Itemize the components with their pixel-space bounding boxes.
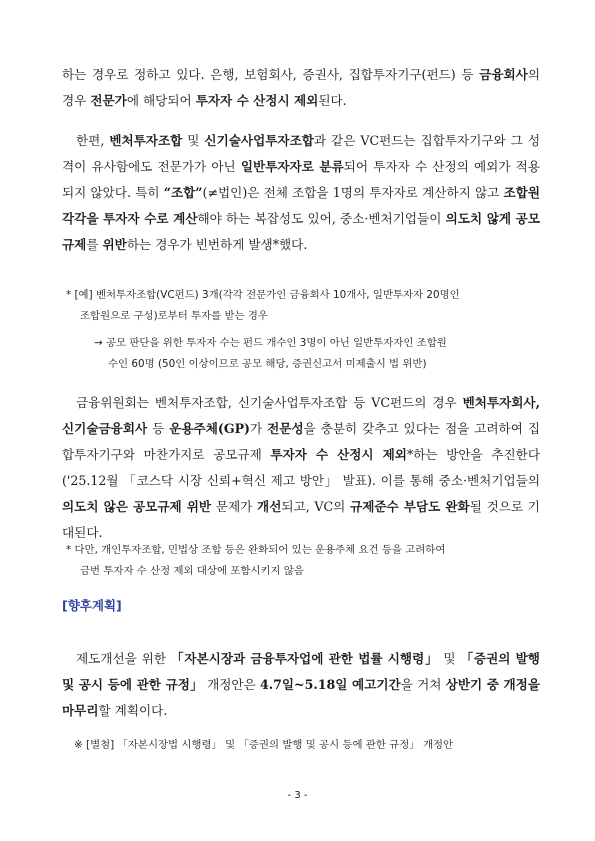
bold-text: 상반기 중 개정을 마무리 [62, 677, 541, 718]
bold-text: 의도치 않게 공모규제 [62, 211, 540, 252]
text: 등 [147, 421, 170, 436]
text: (≠법인)은 전체 조합을 1명의 투자자로 계산하지 않고 [202, 185, 504, 200]
bold-text: “조합” [163, 185, 203, 200]
footnote-exception-line2: 금번 투자자 수 산정 제외 대상에 포함시키지 않음 [80, 565, 304, 577]
paragraph-fsc-plan [62, 390, 540, 546]
text: 될 것으로 기대된다. [62, 499, 540, 540]
section-heading-future-plan: [향후계획] [62, 598, 122, 613]
text: 를 [86, 237, 103, 252]
bold-text: 의도치 않은 공모규제 위반 [62, 499, 212, 514]
bold-text: 투자자 수 산정시 제외 [195, 93, 319, 108]
text: 할 계획이다. [98, 703, 168, 718]
paragraph-financial-institutions [62, 62, 540, 114]
bold-text: 조합원 각각을 투자자 수로 계산 [62, 185, 540, 226]
text: 에 해당되어 [126, 93, 196, 108]
text: 개정안은 [202, 677, 260, 692]
bold-text: 「증권의 발행 및 공시 등에 관한 규정」 [62, 651, 540, 692]
bold-text: 전문성 [267, 421, 304, 436]
text: 되고, VC의 [281, 499, 351, 514]
bold-text: 전문가 [90, 93, 127, 108]
bold-text: 「자본시장과 금융투자업에 관한 법률 시행령」 [170, 651, 439, 666]
text: 하는 경우가 빈번하게 발생*했다. [126, 237, 308, 252]
bold-text: 금융회사 [479, 67, 528, 82]
bold-text: 4.7일~5.18일 예고기간 [259, 677, 401, 692]
paragraph-vc-funds [62, 128, 540, 258]
footnote-example-line3: → 공모 판단을 위한 투자자 수는 펀드 개수인 3명이 아닌 일반투자자인 조합원 [94, 337, 447, 349]
text: 과 같은 VC펀드는 집합투자기구와 그 성격이 유사함에도 전문가가 아닌 [62, 133, 540, 174]
text: 및 [438, 651, 461, 666]
footnote-example-line4: 수인 60명 (50인 이상이므로 공모 해당, 증권신고서 미제출시 법 위반) [108, 358, 427, 370]
text: 하는 경우로 정하고 있다. 은행, 보험회사, 증권사, 집합투자기구(펀드) 등 [62, 67, 480, 82]
footnote-example-line2: 조합원으로 구성)로부터 투자를 받는 경우 [80, 310, 268, 322]
text: 을 충분히 갖추고 있다는 점을 고려하여 집합투자기구와 마찬가지로 공모규제 [62, 421, 540, 462]
footnote-exception-line1: * 다만, 개인투자조합, 민법상 조합 등은 완화되어 있는 운용주체 요건 등을 고려하여 [66, 544, 446, 556]
text: 해야 하는 복잡성도 있어, 중소·벤처기업들이 [197, 211, 446, 226]
bold-text: 투자자 수 산정시 제외 [270, 447, 407, 462]
attachment-note: ※ [별첨] 「자본시장법 시행령」 및 「증권의 발행 및 공시 등에 관한 규정」 개정안 [74, 739, 454, 751]
text: 문제가 [211, 499, 258, 514]
bold-text: 신기술사업투자조합 [204, 133, 314, 148]
bold-text: 개선 [257, 499, 282, 514]
page-number: - 3 - [287, 790, 308, 801]
paragraph-future-plan [62, 646, 540, 724]
text: 되어 투자자 수 산정의 예외가 적용되지 않았다. 특히 [62, 159, 540, 200]
text: 된다. [318, 93, 347, 108]
bold-text: 벤처투자회사, 신기술금융회사 [62, 395, 540, 436]
bold-text: 일반투자자로 분류 [240, 159, 344, 174]
text: 한편, [76, 133, 110, 148]
text: *하는 방안을 추진한다('25.12월 「코스닥 시장 신뢰+혁신 제고 방안」 발표). 이를 통해 중소·벤처기업들의 [62, 447, 540, 488]
bold-text: 운용주체(GP) [169, 421, 251, 436]
text: 의 경우 [62, 67, 540, 108]
text: 을 거쳐 [400, 677, 446, 692]
bold-text: 벤처투자조합 [109, 133, 183, 148]
footnote-example-line1: * [예] 벤처투자조합(VC펀드) 3개(각각 전문가인 금융회사 10개사, 일반투자자 20명인 [66, 289, 460, 301]
text: 금융위원회는 벤처투자조합, 신기술사업투자조합 등 VC펀드의 경우 [76, 395, 463, 410]
text: 및 [182, 133, 205, 148]
text: 가 [250, 421, 268, 436]
bold-text: 위반 [102, 237, 127, 252]
bold-text: 규제준수 부담도 완화 [350, 499, 470, 514]
text: 제도개선을 위한 [76, 651, 171, 666]
